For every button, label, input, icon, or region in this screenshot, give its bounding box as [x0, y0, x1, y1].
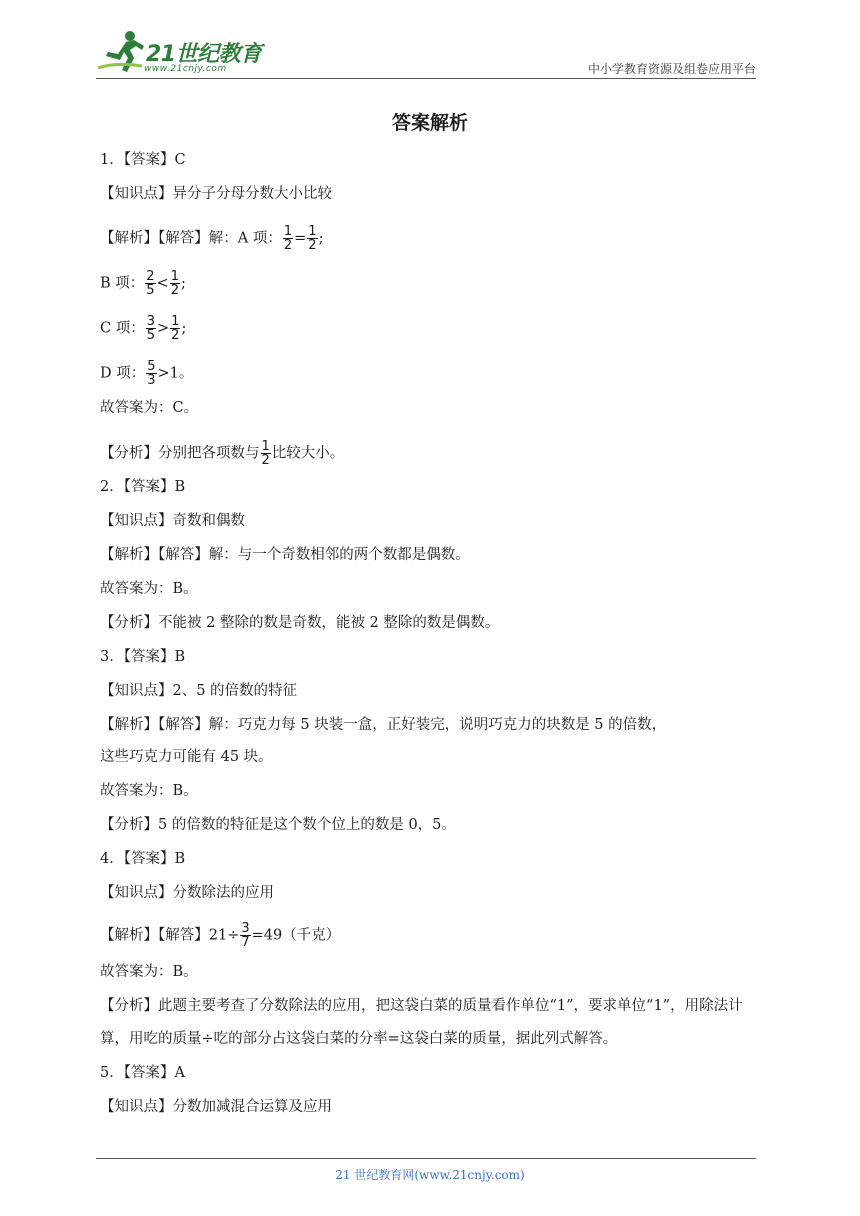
header-divider — [96, 78, 756, 79]
q3-knowledge: 【知识点】2、5 的倍数的特征 — [100, 683, 298, 699]
q1-analysis-prefix: 【解析】【解答】解：A 项： — [100, 230, 282, 247]
q5-knowledge: 【知识点】分数加减混合运算及应用 — [100, 1099, 332, 1115]
q2-conclusion: 故答案为：B。 — [100, 581, 198, 597]
logo-text: 21世纪教育 — [146, 42, 262, 67]
site-logo[interactable] — [96, 28, 276, 76]
q1-fenxi: 【分析】分别把各项数与 $\frac{1}{2}$ 比较大小。 — [100, 439, 345, 468]
fraction: $\frac{3}{7}$ — [241, 921, 250, 950]
fraction: $\frac{1}{2}$ — [170, 269, 179, 298]
q4-knowledge: 【知识点】分数除法的应用 — [100, 885, 274, 901]
q2-fenxi: 【分析】不能被 2 整除的数是奇数，能被 2 整除的数是偶数。 — [100, 615, 500, 631]
page-title: 答案解析 — [391, 112, 468, 134]
q3-conclusion: 故答案为：B。 — [100, 783, 198, 799]
fraction: $\frac{5}{3}$ — [147, 359, 156, 388]
q4-analysis: 【解析】【解答】21÷ $\frac{3}{7}$ =49（千克） — [100, 921, 341, 950]
fraction: $\frac{1}{2}$ — [308, 224, 317, 253]
q2-answer: 2．【答案】B — [100, 479, 186, 495]
q1-option-d: D 项： $\frac{5}{3}$ >1。 — [100, 359, 194, 388]
q3-analysis-2: 这些巧克力可能有 45 块。 — [100, 749, 273, 765]
q3-answer: 3．【答案】B — [100, 649, 186, 665]
q4-conclusion: 故答案为：B。 — [100, 964, 198, 980]
q1-option-b: B 项： $\frac{2}{5}$ < $\frac{1}{2}$ ; — [100, 269, 186, 298]
q3-fenxi: 【分析】5 的倍数的特征是这个数个位上的数是 0，5。 — [100, 817, 456, 833]
q5-answer: 5．【答案】A — [100, 1065, 185, 1081]
q1-knowledge: 【知识点】异分子分母分数大小比较 — [100, 186, 332, 202]
footer-divider — [96, 1158, 756, 1159]
q1-option-c: C 项： $\frac{3}{5}$ > $\frac{1}{2}$ ; — [100, 314, 187, 343]
q1-conclusion: 故答案为：C。 — [100, 400, 199, 416]
q1-analysis-a: 【解析】【解答】解：A 项： $\frac{1}{2}$ = $\frac{1}{2}$ ; — [100, 224, 324, 253]
q4-fenxi: 【分析】此题主要考查了分数除法的应用，把这袋白菜的质量看作单位“1”，要求单位“1”，用除法计算，用吃的质量÷吃的部分占这袋白菜的分率=这袋白菜的质量，据此列式解答。 — [100, 998, 743, 1047]
q2-knowledge: 【知识点】奇数和偶数 — [100, 513, 245, 529]
q2-analysis: 【解析】【解答】解：与一个奇数相邻的两个数都是偶数。 — [100, 547, 470, 563]
page-header — [96, 28, 756, 80]
fraction: $\frac{1}{2}$ — [283, 224, 293, 253]
q3-analysis-1: 【解析】【解答】解：巧克力每 5 块装一盒，正好装完，说明巧克力的块数是 5 的倍数， — [100, 717, 667, 733]
page-footer[interactable]: 21 世纪教育网(www.21cnjy.com) — [335, 1168, 525, 1182]
runner-logo-icon — [96, 28, 148, 76]
q4-answer: 4．【答案】B — [100, 851, 186, 867]
logo-url: www.21cnjy.com — [144, 64, 227, 74]
fraction: $\frac{3}{5}$ — [146, 314, 155, 343]
fraction: $\frac{1}{2}$ — [261, 439, 270, 468]
q1-answer: 1．【答案】C — [100, 152, 186, 168]
fraction: $\frac{2}{5}$ — [146, 269, 155, 298]
fraction: $\frac{1}{2}$ — [171, 314, 180, 343]
platform-name: 中小学教育资源及组卷应用平台 — [587, 62, 756, 76]
